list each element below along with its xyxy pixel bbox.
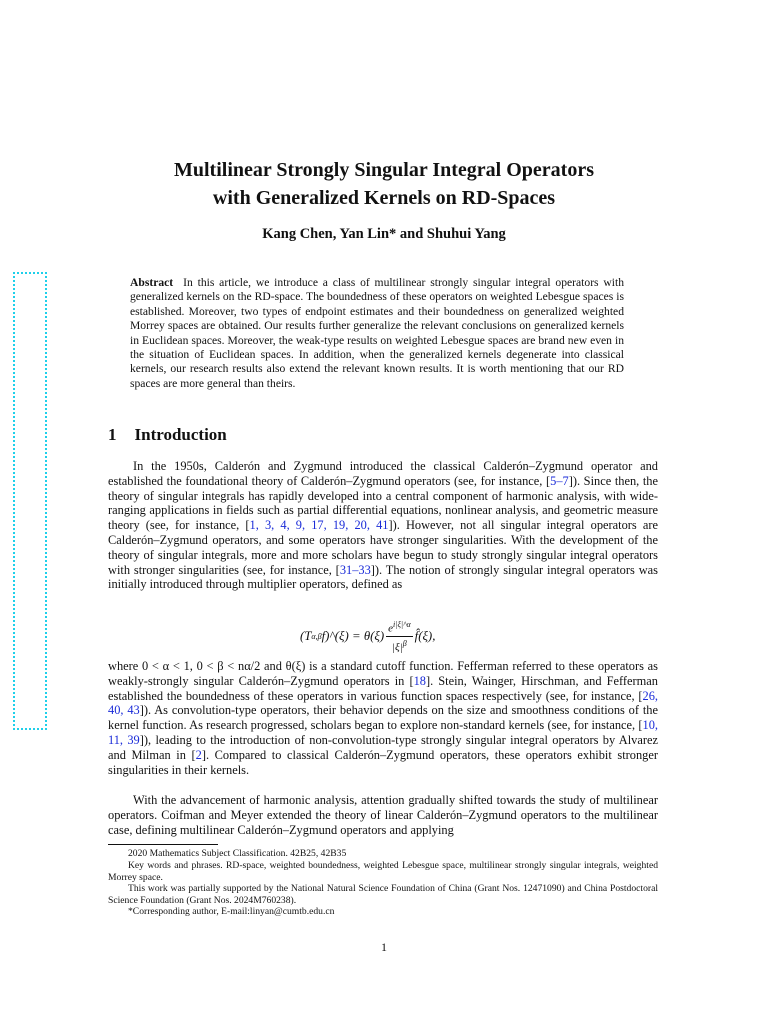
- footnote-rule: [108, 844, 218, 845]
- section-heading: [108, 425, 227, 445]
- footnote-msc: 2020 Mathematics Subject Classification. 42B25, 42B35: [128, 848, 347, 859]
- citation-link[interactable]: 5–7: [550, 473, 569, 488]
- numerator-exponent: i|ξ|^α: [393, 620, 411, 629]
- citation-link[interactable]: 18: [413, 673, 426, 688]
- p1-text-a: In the 1950s, Calderón and Zygmund introduced the classical Calderón–Zygmund operator and established the foundational theory of Calderón–Zygmund operators (see, for instance, [: [108, 459, 658, 488]
- citation-link[interactable]: 2: [195, 747, 202, 762]
- arxiv-id-box[interactable]: [13, 272, 47, 730]
- citation-link[interactable]: 31–33: [339, 562, 371, 577]
- p1-text-d: ]). The notion of strongly singular integral operators was initially introduced through multiplier operators, defined as: [108, 562, 658, 592]
- intro-paragraph-1: [108, 459, 658, 592]
- p2-text-b: ]. Stein, Wainger, Hirschman, and Fefferman established the boundedness of these operators in various function spaces respectively (see, for instance, [: [108, 673, 658, 703]
- p1-text-c: ]). However, not all singular integral operators are Calderón–Zygmund operators, and some operators have stronger singularities. With the development of the theory of singular integrals, more and more scholars have begun to study strongly singular integral operators with stronger singularities (see, for instance, [: [108, 518, 658, 577]
- abstract-label: Abstract: [130, 276, 174, 289]
- footnote-funding: This work was partially supported by the National Natural Science Foundation of China (Grant Nos. 12471090) and China Postdoctoral Science Foundation (Grant Nos. 2024M760238).: [108, 883, 658, 906]
- p2-text-c: ]). As convolution-type operators, their behavior depends on the size and smoothness conditions of the kernel function. As research progressed, scholars began to explore non-standard kernels (see, for instance, [: [108, 703, 658, 733]
- formula-subscript: α,β: [311, 631, 322, 641]
- section-number: 1: [108, 425, 117, 444]
- p2-text-a: where 0 < α < 1, 0 < β < nα/2 and θ(ξ) is a standard cutoff function. Fefferman referred to these operators as weakly-strongly singular Calderón–Zygmund operators in [: [108, 659, 658, 688]
- authors: Kang Chen, Yan Lin* and Shuhui Yang: [262, 226, 506, 242]
- page-number: 1: [381, 940, 387, 954]
- p2-text-e: ]. Compared to classical Calderón–Zygmund operators, these operators exhibit stronger singularities in their kernels.: [108, 747, 658, 777]
- denominator-exponent: β: [402, 638, 407, 648]
- fraction-numerator: [386, 618, 413, 637]
- intro-paragraph-2: [108, 659, 658, 777]
- footnote-keywords: Key words and phrases. RD-space, weighted boundedness, weighted Lebesgue space, multilinear strongly singular integrals, weighted Morrey space.: [108, 860, 658, 883]
- citation-link[interactable]: 10, 11, 39: [108, 718, 658, 747]
- formula-lhs: (T: [300, 628, 312, 643]
- abstract: [130, 276, 624, 391]
- formula-rhs: f̂(ξ),: [414, 628, 436, 643]
- section-title: Introduction: [134, 425, 227, 444]
- display-formula: [300, 618, 435, 654]
- title-line-1: Multilinear Strongly Singular Integral Operators: [173, 159, 594, 181]
- fraction-denominator: [392, 637, 407, 655]
- citation-link[interactable]: 1, 3, 4, 9, 17, 19, 20, 41: [249, 518, 389, 533]
- p1-text-b: ]). Since then, the theory of singular integrals has rapidly developed into a central component of harmonic analysis, with wide-ranging applications in fields such as partial differential equations, nonlinear analysis, and geometric measure theory (see, for instance, [: [108, 473, 658, 533]
- title-line-2: with Generalized Kernels on RD-Spaces: [212, 187, 556, 209]
- p2-text-d: ]), leading to the introduction of non-convolution-type strongly singular integral operators by Alvarez and Milman in [: [108, 732, 658, 762]
- paper-title: [100, 156, 668, 212]
- footnote-corresponding: *Corresponding author, E-mail:linyan@cumtb.edu.cn: [128, 906, 335, 917]
- formula-mid: f)^(ξ) = θ(ξ): [321, 628, 385, 643]
- formula-fraction: [386, 618, 413, 654]
- abstract-text: In this article, we introduce a class of multilinear strongly singular integral operators with generalized kernels on the RD-space. The boundedness of these operators on weighted Lebesgue spaces is established. Moreover, two types of endpoint estimates and their boundedness on generalized weighted Morrey spaces are obtained. Our results further generalize the relevant conclusions on generalized kernels in Euclidean spaces. Moreover, the weak-type results on weighted Lebesgue spaces are brand new even in the situation of Euclidean spaces. In addition, when the generalized kernels degenerate into classical kernels, our research results also extend the relevant known results. It is worth mentioning that our RD spaces are more general than theirs.: [130, 276, 624, 390]
- intro-paragraph-3: With the advancement of harmonic analysis, attention gradually shifted towards the study of multilinear operators. Coifman and Meyer extended the theory of linear Calderón–Zygmund operators to the multilinear case, defining multilinear Calderón–Zygmund operators and applying: [108, 793, 658, 837]
- citation-link[interactable]: 26, 40, 43: [108, 688, 658, 718]
- denominator-base: |ξ|: [392, 641, 403, 654]
- numerator-base: e: [388, 622, 394, 635]
